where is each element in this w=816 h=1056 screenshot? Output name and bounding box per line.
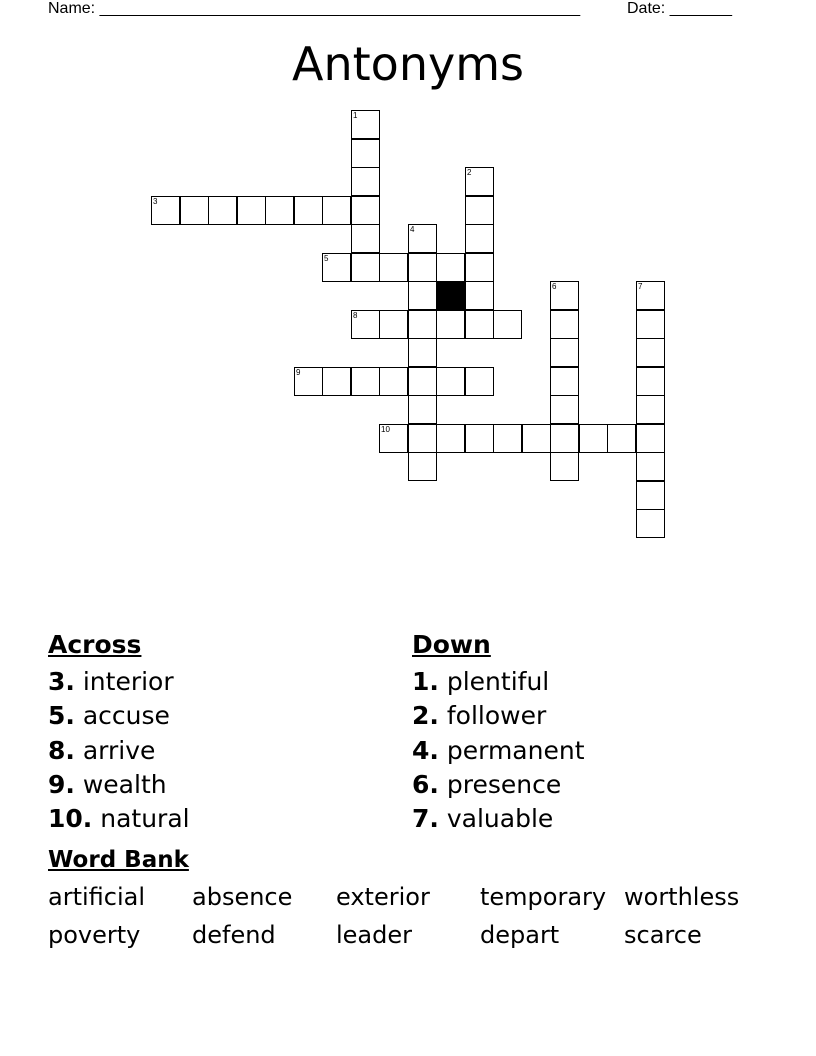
crossword-cell — [465, 253, 494, 282]
crossword-cell — [636, 424, 665, 453]
crossword-cell — [379, 367, 408, 396]
clue-item — [48, 734, 190, 768]
clue-text: valuable — [446, 804, 554, 834]
clue-number: 8. — [48, 735, 75, 765]
clue-text: natural — [100, 804, 190, 834]
crossword-cell — [322, 196, 351, 225]
word-bank-word: poverty — [48, 921, 141, 949]
crossword-cell — [465, 310, 494, 339]
clue-text: plentiful — [446, 667, 550, 696]
clue-item — [412, 699, 585, 733]
crossword-cell — [408, 224, 437, 253]
crossword-cell — [465, 224, 494, 253]
crossword-cell — [636, 367, 665, 396]
clue-text: accuse — [82, 701, 170, 731]
crossword-cell — [607, 424, 636, 453]
crossword-cell — [408, 452, 437, 481]
clue-item — [48, 802, 190, 836]
crossword-cell — [351, 196, 380, 225]
word-bank-word: exterior — [336, 883, 430, 911]
crossword-cell — [550, 452, 579, 481]
crossword-cell — [465, 367, 494, 396]
clue-item — [412, 768, 585, 802]
crossword-cell — [408, 395, 437, 424]
crossword-cell — [550, 367, 579, 396]
crossword-cell — [550, 281, 579, 310]
word-bank-word: worthless — [624, 883, 740, 911]
crossword-cell — [579, 424, 608, 453]
crossword-cell — [294, 367, 323, 396]
clue-text: wealth — [82, 769, 167, 799]
clue-text: follower — [446, 701, 547, 731]
crossword-cell — [408, 310, 437, 339]
down-heading: Down — [412, 630, 491, 659]
word-bank-word: artificial — [48, 883, 146, 911]
crossword-cell — [436, 253, 465, 282]
clue-item — [412, 665, 585, 699]
clue-number: 1. — [412, 667, 439, 696]
crossword-cell — [465, 281, 494, 310]
clue-item — [48, 768, 190, 802]
crossword-cell — [408, 367, 437, 396]
clue-number-label: 1 — [353, 111, 358, 120]
crossword-cell — [351, 367, 380, 396]
crossword-cell — [493, 424, 522, 453]
crossword-cell — [493, 310, 522, 339]
crossword-cell — [351, 167, 380, 196]
crossword-cell — [408, 253, 437, 282]
clue-number: 10. — [48, 804, 93, 834]
page-title: Antonyms — [292, 37, 524, 91]
clue-number: 5. — [48, 701, 75, 731]
crossword-cell — [550, 338, 579, 367]
word-bank-word: depart — [480, 921, 560, 949]
crossword-cell — [351, 139, 380, 168]
crossword-cell — [294, 196, 323, 225]
crossword-cell — [436, 424, 465, 453]
word-bank-word: scarce — [624, 921, 702, 949]
crossword-cell — [465, 167, 494, 196]
crossword-cell — [550, 424, 579, 453]
clue-number: 7. — [412, 804, 439, 834]
crossword-cell — [322, 367, 351, 396]
date-line: Date: _______ — [627, 0, 732, 17]
clue-number: 3. — [48, 667, 75, 696]
across-heading: Across — [48, 630, 142, 659]
clue-number-label: 8 — [353, 311, 358, 320]
crossword-cell — [351, 110, 380, 139]
crossword-cell — [379, 424, 408, 453]
across-clue-list — [48, 665, 190, 836]
crossword-cell — [322, 253, 351, 282]
word-bank-word: defend — [192, 921, 276, 949]
clue-text: presence — [446, 769, 562, 799]
crossword-cell — [351, 310, 380, 339]
crossword-cell — [636, 281, 665, 310]
crossword-cell — [436, 310, 465, 339]
clue-number: 4. — [412, 735, 439, 765]
clue-item — [412, 802, 585, 836]
crossword-cell — [522, 424, 551, 453]
crossword-cell — [351, 253, 380, 282]
crossword-cell — [465, 424, 494, 453]
crossword-cell — [408, 424, 437, 453]
clue-number-label: 6 — [552, 282, 557, 291]
clue-number: 9. — [48, 769, 75, 799]
down-clue-list — [412, 665, 585, 836]
clue-number-label: 4 — [410, 225, 415, 234]
clue-number-label: 7 — [638, 282, 643, 291]
crossword-cell — [636, 395, 665, 424]
crossword-cell — [636, 310, 665, 339]
crossword-cell — [636, 338, 665, 367]
name-line: Name: ______________________________________________________ — [48, 0, 581, 17]
crossword-cell — [408, 281, 437, 310]
clue-number-label: 9 — [296, 368, 301, 377]
word-bank-word: leader — [336, 921, 413, 949]
crossword-cell — [550, 310, 579, 339]
crossword-cell — [436, 367, 465, 396]
clue-item — [48, 699, 190, 733]
crossword-cell — [636, 509, 665, 538]
crossword-cell — [379, 310, 408, 339]
clue-item — [412, 734, 585, 768]
clue-number-label: 10 — [381, 425, 390, 434]
crossword-cell — [151, 196, 180, 225]
clue-number: 2. — [412, 701, 439, 731]
crossword-cell — [550, 395, 579, 424]
crossword-cell — [237, 196, 266, 225]
clue-number-label: 3 — [153, 197, 158, 206]
clue-text: arrive — [82, 735, 156, 765]
crossword-cell — [180, 196, 209, 225]
crossword-cell — [208, 196, 237, 225]
clue-number-label: 5 — [324, 254, 329, 263]
clue-text: interior — [82, 667, 174, 696]
clue-number-label: 2 — [467, 168, 472, 177]
word-bank-word: absence — [192, 883, 293, 911]
clue-number: 6. — [412, 769, 439, 799]
crossword-cell — [351, 224, 380, 253]
crossword-cell — [465, 196, 494, 225]
clue-item — [48, 665, 190, 699]
crossword-cell — [265, 196, 294, 225]
crossword-cell — [379, 253, 408, 282]
crossword-cell — [636, 481, 665, 510]
crossword-black-cell — [436, 281, 465, 310]
crossword-cell — [636, 452, 665, 481]
word-bank-heading: Word Bank — [48, 847, 189, 873]
word-bank-word: temporary — [480, 883, 607, 911]
clue-text: permanent — [446, 735, 585, 765]
crossword-cell — [408, 338, 437, 367]
